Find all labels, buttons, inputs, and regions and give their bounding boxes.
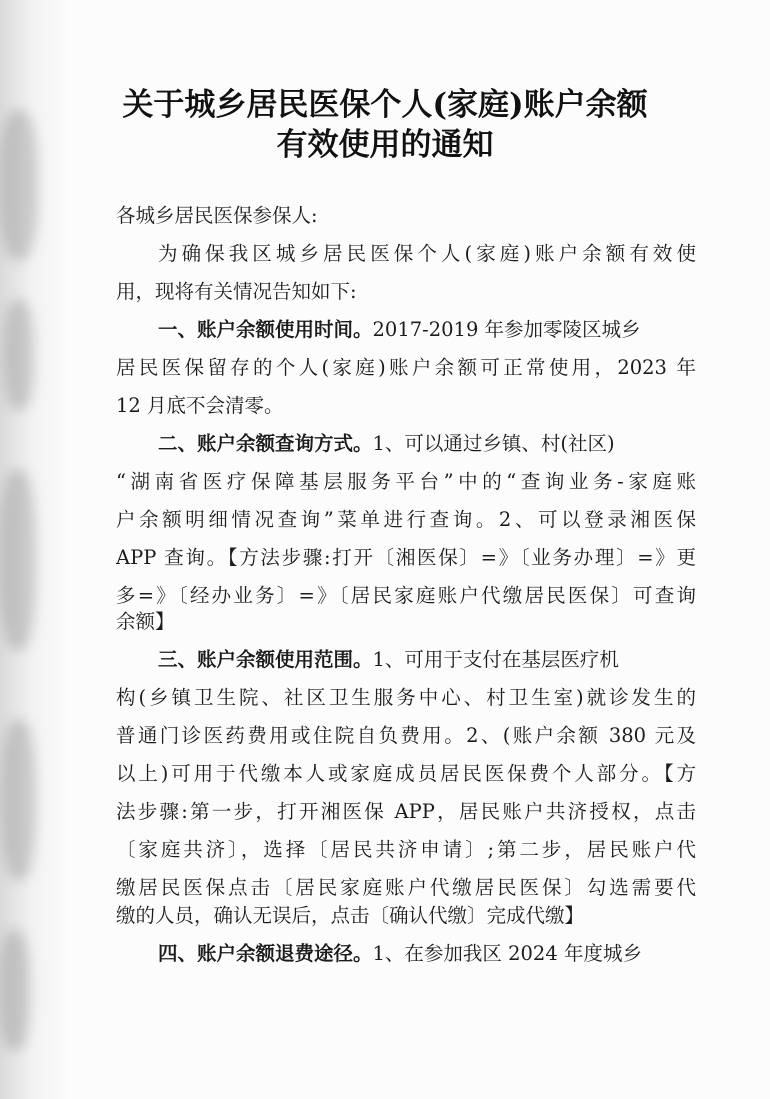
section3-line-7: 缴居民医保点击〔居民家庭账户代缴居民医保〕勾选需要代: [116, 876, 696, 899]
section3-line-2: 构(乡镇卫生院、社区卫生服务中心、村卫生室)就诊发生的: [116, 686, 696, 709]
section3-line-5: 法步骤:第一步，打开湘医保 APP，居民账户共济授权，点击: [116, 800, 696, 823]
section2-line-5: 多=》〔经办业务〕=》〔居民家庭账户代缴居民医保〕可查询: [116, 584, 696, 607]
scan-blot: [4, 300, 34, 410]
section1-heading: 一、账户余额使用时间。: [158, 318, 373, 341]
section3-first-line: [158, 647, 619, 673]
section2-heading: 二、账户余额查询方式。: [158, 432, 373, 455]
section1-line-2: 居民医保留存的个人(家庭)账户余额可正常使用，2023 年: [116, 356, 696, 379]
section3-line-8: 缴的人员，确认无误后，点击〔确认代缴〕完成代缴】: [116, 904, 585, 927]
scan-blot: [0, 470, 36, 650]
section2-line-1: 1、可以通过乡镇、村(社区): [372, 432, 615, 455]
section3-line-1: 1、可用于支付在基层医疗机: [372, 648, 619, 671]
section2-line-2: “湖南省医疗保障基层服务平台”中的“查询业务-家庭账: [116, 470, 696, 493]
section3-heading: 三、账户余额使用范围。: [158, 648, 373, 671]
notice-title-line1: 关于城乡居民医保个人(家庭)账户余额: [122, 87, 648, 123]
section3-line-6: 〔家庭共济〕，选择〔居民共济申请〕;第二步，居民账户代: [116, 838, 696, 861]
section1-first-line: [158, 317, 641, 343]
section2-first-line: [158, 431, 615, 457]
section1-line-1: 2017-2019 年参加零陵区城乡: [372, 318, 641, 341]
scan-blot: [2, 720, 36, 880]
section2-line-3: 户余额明细情况查询”菜单进行查询。2、可以登录湘医保: [116, 508, 696, 531]
section2-line-4: APP 查询。【方法步骤:打开〔湘医保〕=》〔业务办理〕=》更: [116, 546, 696, 569]
section4-heading: 四、账户余额退费途径。: [158, 942, 373, 965]
intro-line-1: 为确保我区城乡居民医保个人(家庭)账户余额有效使: [158, 242, 696, 265]
intro-line-2: 用，现将有关情况告知如下:: [116, 280, 357, 303]
section3-line-3: 普通门诊医药费用或住院自负费用。2、(账户余额 380 元及: [116, 724, 696, 747]
section3-line-4: 以上)可用于代缴本人或家庭成员居民医保费个人部分。【方: [116, 762, 696, 785]
section2-line-6: 余额】: [116, 610, 175, 633]
notice-title-line2: 有效使用的通知: [276, 127, 494, 163]
salutation: 各城乡居民医保参保人:: [116, 204, 318, 227]
section4-line-1: 1、在参加我区 2024 年度城乡: [372, 942, 642, 965]
section4-first-line: [158, 941, 642, 967]
section1-line-3: 12 月底不会清零。: [116, 394, 284, 417]
scan-blot: [0, 930, 30, 1050]
